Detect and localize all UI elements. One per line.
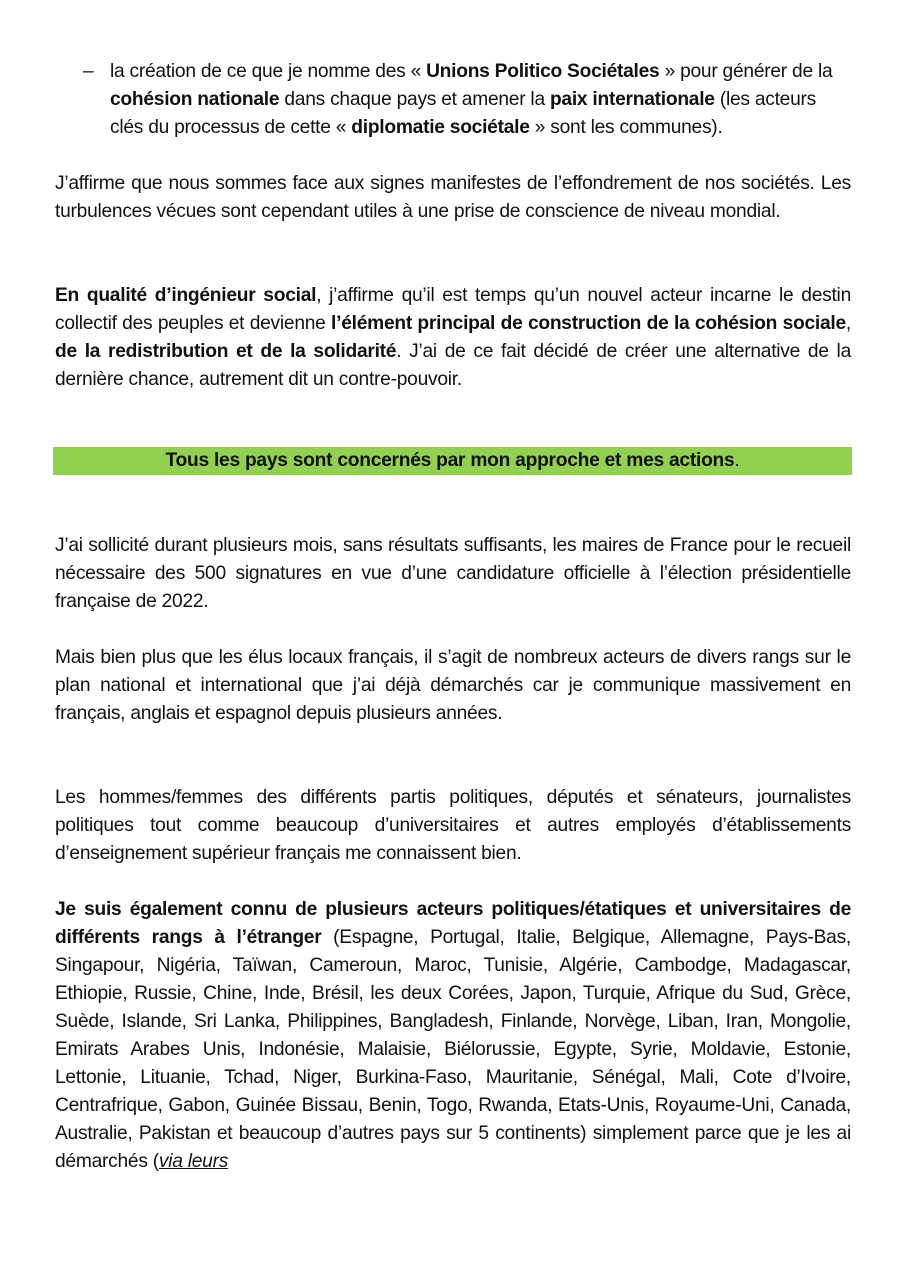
paragraph-ingenieur-social: En qualité d’ingénieur social, j’affirme qu’il est temps qu’un nouvel acteur incarne le destin collectif des peuples et devienne l’élément principal de construction de la cohésion sociale, de la redistribution et de la solidarité. J’ai de ce fait décidé de créer une alternative de la dernière chance, autrement dit un contre-pouvoir. bbox=[55, 285, 851, 390]
paragraph-maires: J’ai sollicité durant plusieurs mois, sans résultats suffisants, les maires de France pour le recueil nécessaire des 500 signatures en vue d’une candidature officielle à l’élection présidentielle française de 2022. bbox=[55, 535, 851, 612]
via-leurs-link[interactable]: via leurs bbox=[158, 1151, 229, 1172]
highlight-banner: Tous les pays sont concernés par mon approche et mes actions. bbox=[53, 447, 852, 475]
bullet-dash: – bbox=[83, 61, 94, 82]
paragraph-effondrement: J’affirme que nous sommes face aux signes manifestes de l’effondrement de nos sociétés. Les turbulences vécues sont cependant utiles à une prise de conscience de niveau mondial. bbox=[55, 173, 851, 222]
bullet-text: la création de ce que je nomme des « Unions Politico Sociétales » pour générer de la cohésion nationale dans chaque pays et amener la paix internationale (les acteurs clés du processus de cette « diplomatie sociétale » sont les communes). bbox=[110, 61, 833, 138]
paragraph-etranger: Je suis également connu de plusieurs acteurs politiques/étatiques et universitaires de différents rangs à l’étranger (Espagne, Portugal, Italie, Belgique, Allemagne, Pays-Bas, Singapour, Nigéria, Taïwan, Cameroun, Maroc, Tunisie, Algérie, Cambodge, Madagascar, Ethiopie, Russie, Chine, Inde, Brésil, les deux Corées, Japon, Turquie, Afrique du Sud, Grèce, Suède, Islande, Sri Lanka, Philippines, Bangladesh, Finlande, Norvège, Liban, Iran, Mongolie, Emirats Arabes Unis, Indonésie, Malaisie, Biélorussie, Egypte, Syrie, Moldavie, Estonie, Lettonie, Lituanie, Tchad, Niger, Burkina-Faso, Mauritanie, Sénégal, Mali, Cote d’Ivoire, Centrafrique, Gabon, Guinée Bissau, Benin, Togo, Rwanda, Etats-Unis, Royaume-Uni, Canada, Australie, Pakistan et beaucoup d’autres pays sur 5 continents) simplement parce que je les ai démarchés (via leurs bbox=[55, 899, 851, 1172]
paragraph-partis-politiques: Les hommes/femmes des différents partis politiques, députés et sénateurs, journalistes politiques tout comme beaucoup d’universitaires et autres employés d’établissements d’enseignement supérieur français me connaissent bien. bbox=[55, 787, 851, 864]
paragraph-elus-locaux: Mais bien plus que les élus locaux français, il s’agit de nombreux acteurs de divers rangs sur le plan national et international que j’ai déjà démarchés car je communique massivement en français, anglais et espagnol depuis plusieurs années. bbox=[55, 647, 851, 724]
